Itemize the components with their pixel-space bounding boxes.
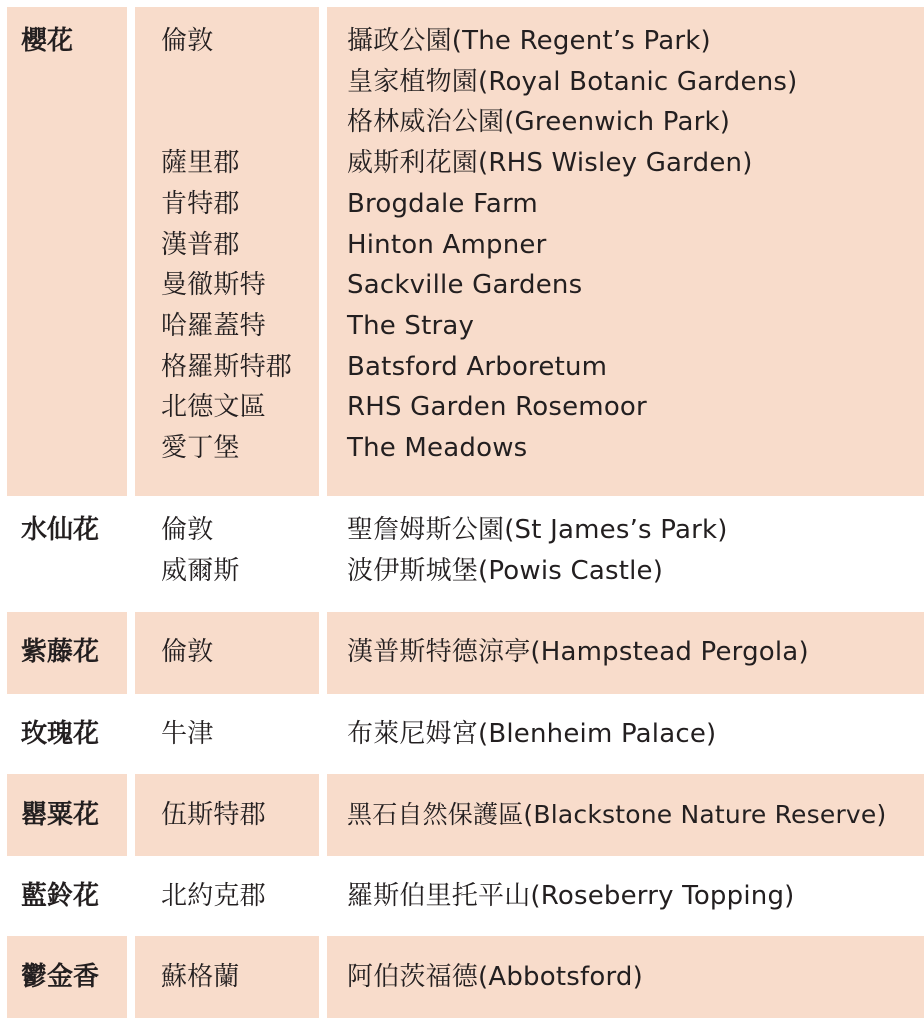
location-name: 牛津 [161, 719, 214, 749]
location-name: 格羅斯特郡 [161, 351, 293, 382]
location-name: 北德文區 [161, 392, 266, 423]
venue-name: 布萊尼姆宮(Blenheim Palace) [347, 719, 717, 749]
table-row [0, 936, 924, 1018]
flower-cell [7, 496, 127, 610]
location-name: 倫敦 [161, 515, 214, 545]
venue-name: 格林威治公園(Greenwich Park) [347, 107, 731, 138]
location-name: 伍斯特郡 [161, 800, 266, 830]
venue-name: 皇家植物園(Royal Botanic Gardens) [347, 66, 798, 97]
venue-name: Hinton Ampner [347, 229, 547, 260]
location-name: 倫敦 [161, 637, 214, 667]
venue-name: Brogdale Farm [347, 188, 538, 219]
venue-cell [327, 936, 924, 1018]
location-name [161, 62, 319, 103]
venue-name: 漢普斯特德涼亭(Hampstead Pergola) [347, 637, 809, 667]
venue-cell [327, 496, 924, 610]
location-name: 倫敦 [161, 26, 214, 56]
location-cell [135, 856, 319, 936]
venue-cell [327, 774, 924, 856]
flower-cell [7, 774, 127, 856]
location-name: 肯特郡 [161, 188, 240, 219]
location-name: 愛丁堡 [161, 433, 240, 464]
venue-name: 威斯利花園(RHS Wisley Garden) [347, 148, 753, 179]
location-name: 曼徹斯特 [161, 270, 266, 301]
venue-name: 波伊斯城堡(Powis Castle) [347, 555, 664, 586]
flower-cell [7, 856, 127, 936]
location-name: 北約克郡 [161, 881, 266, 911]
flower-cell [7, 936, 127, 1018]
table-row [0, 694, 924, 774]
venue-name: 攝政公園(The Regent’s Park) [347, 26, 711, 56]
location-cell [135, 612, 319, 694]
table-row [0, 612, 924, 694]
flower-name: 玫瑰花 [21, 719, 100, 749]
location-cell [135, 496, 319, 610]
venue-name: 阿伯茨福德(Abbotsford) [347, 962, 643, 992]
venue-cell [327, 694, 924, 774]
table-row [0, 774, 924, 856]
location-name: 薩里郡 [161, 148, 240, 179]
location-name: 威爾斯 [161, 555, 240, 586]
venue-name: The Stray [347, 310, 475, 341]
venue-cell [327, 7, 924, 496]
venue-cell [327, 856, 924, 936]
venue-name: The Meadows [347, 433, 528, 464]
flower-name: 水仙花 [21, 515, 100, 545]
venue-name: Batsford Arboretum [347, 351, 608, 382]
table-row [0, 856, 924, 936]
location-name [161, 102, 319, 143]
location-cell [135, 694, 319, 774]
location-name: 蘇格蘭 [161, 962, 240, 992]
flower-name: 罌粟花 [21, 800, 100, 830]
venue-name: 黑石自然保護區(Blackstone Nature Reserve) [347, 800, 887, 829]
venue-name: 聖詹姆斯公園(St James’s Park) [347, 515, 728, 545]
location-cell [135, 7, 319, 496]
location-name: 哈羅蓋特 [161, 310, 266, 341]
table-row [0, 7, 924, 496]
flower-name: 紫藤花 [21, 637, 100, 667]
flower-name: 藍鈴花 [21, 881, 100, 911]
location-cell [135, 774, 319, 856]
flower-cell [7, 612, 127, 694]
flower-cell [7, 694, 127, 774]
flower-name: 櫻花 [21, 26, 74, 56]
venue-name: Sackville Gardens [347, 270, 583, 301]
table-row [0, 496, 924, 610]
flower-cell [7, 7, 127, 496]
venue-name: 羅斯伯里托平山(Roseberry Topping) [347, 881, 795, 911]
venue-cell [327, 612, 924, 694]
venue-name: RHS Garden Rosemoor [347, 392, 647, 423]
location-cell [135, 936, 319, 1018]
flower-name: 鬱金香 [21, 962, 100, 992]
location-name: 漢普郡 [161, 229, 240, 260]
